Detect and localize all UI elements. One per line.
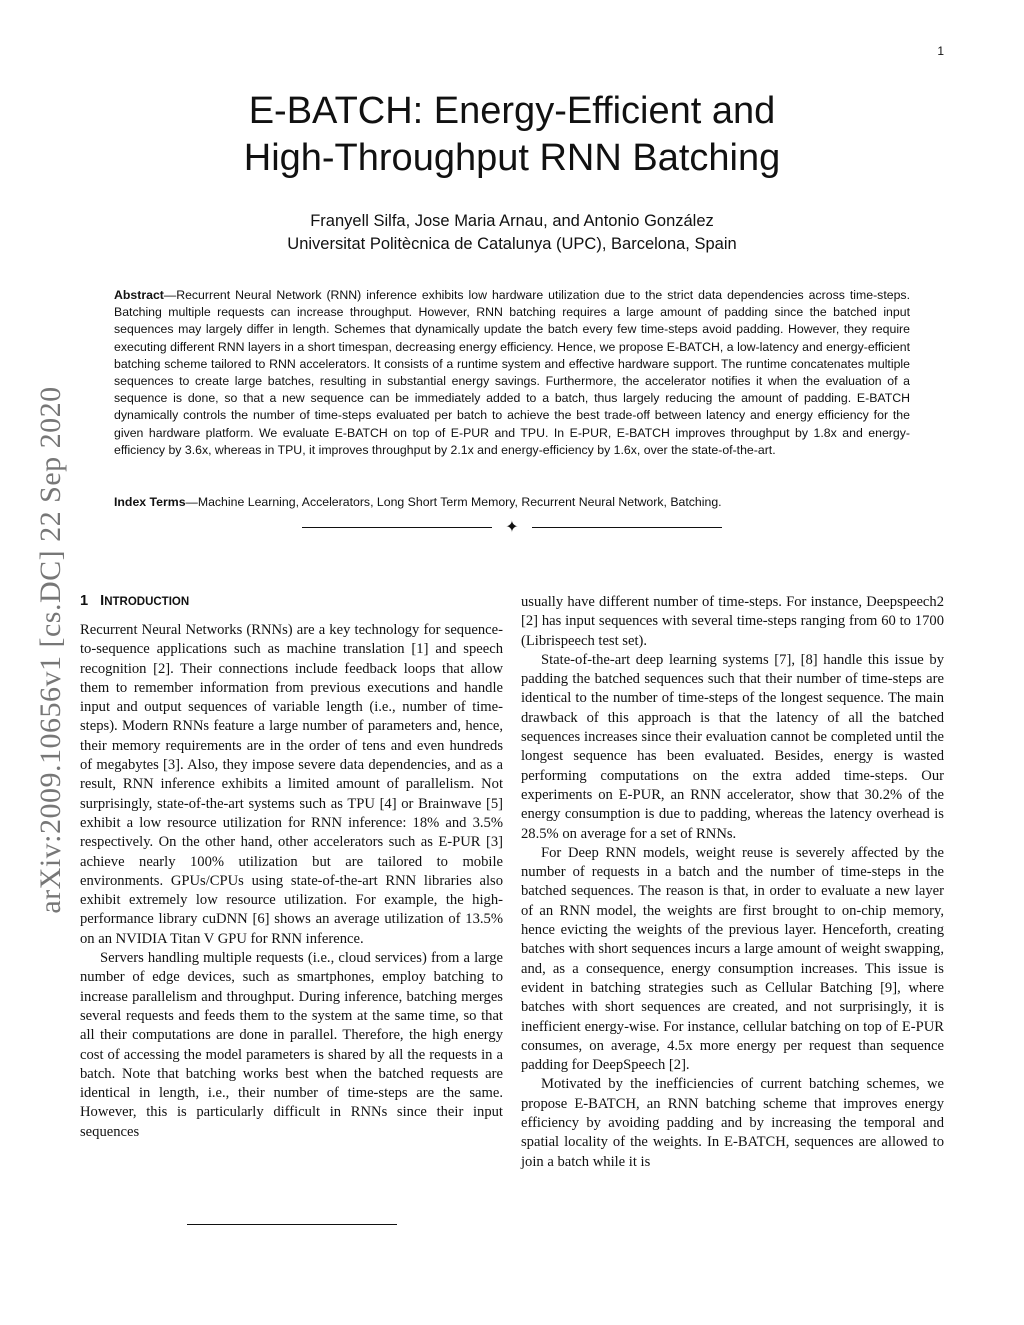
index-terms-text: Machine Learning, Accelerators, Long Short Term Memory, Recurrent Neural Network, Batching. [197,495,722,509]
section-divider [302,518,722,538]
divider-rule-right [532,527,722,528]
section-first-letter: I [100,593,105,609]
paper-title [112,88,912,182]
intro-paragraph-1: Recurrent Neural Networks (RNNs) are a key technology for sequence-to-sequence applications such as machine translation [1] and speech recognition [2]. Their connections include feedback loops that allow them to remember information from previous executions and handle input and output sequences of variable length (i.e., number of time-steps). Modern RNNs feature a large number of parameters and, hence, their memory requirements are in the order of tens and even hundreds of megabytes [3]. Also, they impose severe data dependencies, and as a result, RNN inference exhibits a limited amount of parallelism. Not surprisingly, state-of-the-art systems such as TPU [4] or Brainwave [5] exhibit a low resource utilization for RNN inference: 18% and 3.5% respectively. On the other hand, other accelerators such as E-PUR [3] achieve nearly 100% utilization but are tailored to mobile environments. GPUs/CPUs using state-of-the-art RNN libraries also exhibit extremely low resource utilization. For example, the high-performance library cuDNN [6] shows an average utilization of 13.5% on an NVIDIA Titan V GPU for RNN inference. [80,622,503,947]
abstract-label: Abstract [114,288,164,302]
arxiv-stamp: arXiv:2009.10656v1 [cs.DC] 22 Sep 2020 [34,386,67,914]
section-title-rest: NTRODUCTION [104,596,190,608]
intro-paragraph-5: Motivated by the inefficiencies of current batching schemes, we propose E-BATCH, an RNN batching scheme that improves energy efficiency by avoiding padding and by increasing the temporal and spatial locality of the weights. In E-BATCH, sequences are allowed to join a batch while it is [521,1076,944,1170]
intro-paragraph-3: State-of-the-art deep learning systems [7], [8] handle this issue by padding the batched sequences such that their number of time-steps are identical to the number of time-steps of the longest sequence. The main drawback of this approach is that the latency of all the batched sequences increases since their evaluation cannot be completed until the longest sequence has been evaluated. Besides, energy is wasted performing computations on the extra added time-steps. Our experiments on E-PUR, an RNN accelerator, show that 30.2% of the energy consumption is due to padding, whereas the latency overhead is 28.5% on average for a set of RNNs. [521,651,944,842]
author-affiliation: Universitat Politècnica de Catalunya (UPC), Barcelona, Spain [287,235,737,253]
section-heading-introduction [80,592,503,612]
intro-paragraph-4: For Deep RNN models, weight reuse is severely affected by the number of requests in a batch and the number of time-steps in the batched sequences. The reason is that, in order to evaluate a new layer of an RNN model, the weights are first brought to on-chip memory, hence evicting the weights of the previous layer. Henceforth, creating batches with short sequences incurs a large amount of weight swapping, and, as a consequence, energy consumption increases. This issue is evident in batching strategies such as Cellular Batching [9], where batches with short sequences are created, and not surprisingly, it is inefficient energy-wise. For instance, cellular batching on top of E-PUR consumes, on average, 4.5x more energy per request than sequence padding for DeepSpeech [2]. [521,844,944,1074]
authors-block [112,210,912,256]
index-terms [114,494,910,511]
abstract-dash: — [163,288,177,302]
left-column [80,592,503,1142]
footnote-rule [187,1224,397,1225]
intro-paragraph-2: Servers handling multiple requests (i.e., cloud services) from a large number of edge devices, such as smartphones, employ batching to increase parallelism and throughput. During inference, batching merges several requests and feeds them to the system at the same time, so that all their computations are done in parallel. Therefore, the high energy cost of accessing the model parameters is shared by all the requests in a batch. Note that batching works best when the batched requests are identical in length, i.e., their number of time-steps are the same. However, this is particularly difficult in RNNs since their input sequences [80,950,503,1140]
title-line-2: High-Throughput RNN Batching [243,137,781,179]
title-line-1: E-BATCH: Energy-Efficient and [248,90,776,132]
section-number: 1 [80,593,89,609]
abstract [114,287,910,459]
divider-rule-left [302,527,492,528]
abstract-text: Recurrent Neural Network (RNN) inference exhibits low hardware utilization due to the strict data dependencies across time-steps. Batching multiple requests can increase throughput. However, RNN batching requires a large amount of padding since the batched input sequences may largely differ in length. Schemes that dynamically update the batch every few time-steps avoid padding. However, they require executing different RNN layers in a short timespan, decreasing energy efficiency. Hence, we propose E-BATCH, a low-latency and energy-efficient batching scheme tailored to RNN accelerators. It consists of a runtime system and effective hardware support. The runtime concatenates multiple sequences to create large batches, resulting in substantial energy savings. Furthermore, the accelerator notifies it when the evaluation of a sequence is done, so that a new sequence can be immediately added to a batch, thus largely reducing the amount of padding. E-BATCH dynamically controls the number of time-steps evaluated per batch to achieve the best trade-off between latency and energy efficiency for the given hardware platform. We evaluate E-BATCH on top of E-PUR and TPU. In E-PUR, E-BATCH improves throughput by 1.8x and energy-efficiency by 3.6x, whereas in TPU, it improves throughput by 2.1x and energy-efficiency by 1.6x, over the state-of-the-art. [114,288,910,457]
index-terms-dash: — [185,495,198,509]
index-terms-label: Index Terms [114,495,186,509]
divider-diamond-icon: ✦ [505,517,519,536]
author-names: Franyell Silfa, Jose Maria Arnau, and Antonio González [310,212,714,230]
intro-paragraph-2-continued: usually have different number of time-steps. For instance, Deepspeech2 [2] has input sequences with several time-steps ranging from 60 to 1700 (Librispeech test set). [521,594,944,649]
page-number: 1 [937,44,944,58]
right-column [521,593,944,1172]
